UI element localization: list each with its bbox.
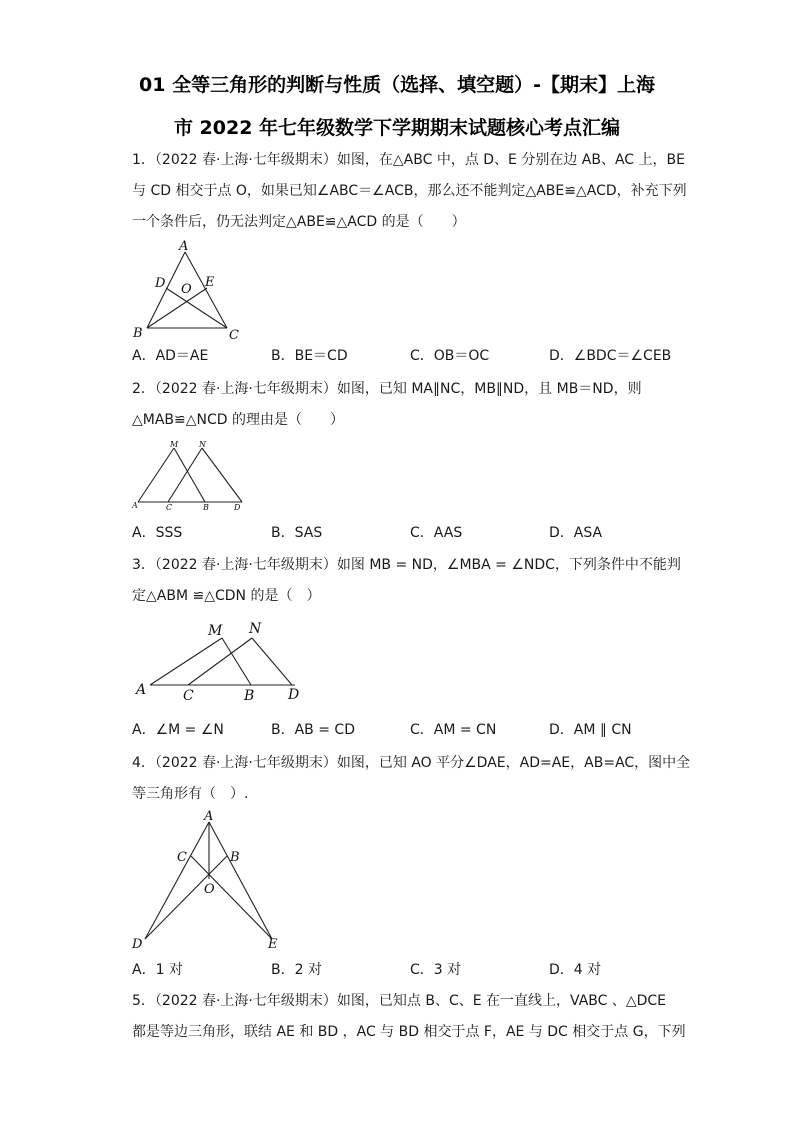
q3-segment-ma xyxy=(150,638,222,685)
q1-label-b: B xyxy=(133,326,143,341)
q3-segment-nd xyxy=(252,638,292,685)
q2-text-line-2: △MAB≌△NCD 的理由是（ ） xyxy=(132,412,345,428)
q3-label-m: M xyxy=(208,623,223,639)
q2-option-a[interactable]: A．SSS xyxy=(132,525,183,541)
q1-text-line-2: 与 CD 相交于点 O，如果已知∠ABC＝∠ACB，那么还不能判定△ABE≌△ACD，补充下列 xyxy=(132,183,687,199)
q1-text-line-3: 一个条件后，仍无法判定△ABE≌△ACD 的是（ ） xyxy=(132,214,466,230)
q2-option-b[interactable]: B．SAS xyxy=(271,525,323,541)
q4-segment-bd xyxy=(145,856,227,939)
q4-option-a[interactable]: A．1 对 xyxy=(132,962,183,978)
q3-option-a[interactable]: A．∠M = ∠N xyxy=(132,722,224,738)
q3-label-a: A xyxy=(136,682,147,698)
q2-segment-ma xyxy=(138,448,174,502)
q1-label-e: E xyxy=(205,275,215,290)
q3-option-c[interactable]: C．AM = CN xyxy=(410,722,497,738)
q2-figure xyxy=(128,436,253,516)
q3-option-b[interactable]: B．AB = CD xyxy=(271,722,355,738)
q3-text-line-2: 定△ABM ≌△CDN 的是（ ） xyxy=(132,588,321,604)
q2-segment-nd xyxy=(202,448,242,502)
q2-segment-mb xyxy=(174,448,205,502)
q3-label-b: B xyxy=(244,688,255,704)
q1-label-o: O xyxy=(181,282,192,297)
q1-triangle-figure xyxy=(128,236,248,344)
q3-label-c: C xyxy=(183,688,194,704)
q1-segment-be xyxy=(147,288,207,328)
q1-text-line-1: 1．（2022 春·上海·七年级期末）如图，在△ABC 中，点 D、E 分别在边 AB、AC 上，BE xyxy=(132,152,685,168)
q3-segment-nc xyxy=(188,638,252,685)
q3-figure xyxy=(128,615,313,710)
q2-option-d[interactable]: D．ASA xyxy=(549,525,603,541)
q2-option-c[interactable]: C．AAS xyxy=(410,525,463,541)
q2-label-m: M xyxy=(170,440,179,449)
q4-figure xyxy=(128,806,288,956)
q2-label-a: A xyxy=(132,501,138,510)
q4-option-d[interactable]: D．4 对 xyxy=(549,962,602,978)
q3-text-line-1: 3．（2022 春·上海·七年级期末）如图 MB = ND，∠MBA = ∠NDC，下列条件中不能判 xyxy=(132,557,681,573)
q4-label-c: C xyxy=(177,850,187,865)
q4-text-line-2: 等三角形有（ ）. xyxy=(132,786,249,802)
q2-label-d: D xyxy=(234,503,241,512)
q4-segment-ce xyxy=(191,856,272,939)
q2-label-n: N xyxy=(199,440,206,449)
q1-label-a: A xyxy=(179,239,189,254)
q2-segment-nc xyxy=(168,448,202,502)
q5-text-line-2: 都是等边三角形，联结 AE 和 BD ，AC 与 BD 相交于点 F，AE 与 DC 相交于点 G，下列 xyxy=(132,1024,686,1040)
q1-label-c: C xyxy=(229,328,239,343)
doc-title-line-2: 市 2022 年七年级数学下学期期末试题核心考点汇编 xyxy=(173,117,621,139)
q4-label-o: O xyxy=(204,882,215,897)
q1-option-a[interactable]: A．AD＝AE xyxy=(132,348,209,364)
q3-label-n: N xyxy=(249,621,262,637)
q2-text-line-1: 2．（2022 春·上海·七年级期末）如图，已知 MA∥NC，MB∥ND，且 MB＝ND，则 xyxy=(132,381,642,397)
q4-segment-ae xyxy=(209,822,272,939)
q4-label-a: A xyxy=(204,809,214,824)
q1-option-b[interactable]: B．BE＝CD xyxy=(271,348,348,364)
q1-option-d[interactable]: D．∠BDC＝∠CEB xyxy=(549,348,672,364)
q1-label-d: D xyxy=(155,276,166,291)
q4-text-line-1: 4．（2022 春·上海·七年级期末）如图，已知 AO 平分∠DAE，AD=AE，AB=AC，图中全 xyxy=(132,755,691,771)
q3-segment-mb xyxy=(222,638,251,685)
doc-title-line-1: 01 全等三角形的判断与性质（选择、填空题）-【期末】上海 xyxy=(139,74,655,96)
q5-text-line-1: 5．（2022 春·上海·七年级期末）如图，已知点 B、C、E 在一直线上，VABC 、△DCE xyxy=(132,993,667,1009)
q4-label-e: E xyxy=(268,937,278,952)
q3-label-d: D xyxy=(288,687,300,703)
q4-label-b: B xyxy=(230,850,240,865)
q1-option-c[interactable]: C．OB＝OC xyxy=(410,348,490,364)
q4-option-b[interactable]: B．2 对 xyxy=(271,962,322,978)
q4-label-d: D xyxy=(132,937,143,952)
q2-label-b: B xyxy=(203,503,209,512)
q1-segment-cd xyxy=(166,288,227,328)
q4-option-c[interactable]: C．3 对 xyxy=(410,962,462,978)
q3-option-d[interactable]: D．AM ∥ CN xyxy=(549,722,632,738)
q4-segment-ad xyxy=(145,822,209,939)
q1-side-ab xyxy=(147,252,185,328)
q2-label-c: C xyxy=(166,503,173,512)
